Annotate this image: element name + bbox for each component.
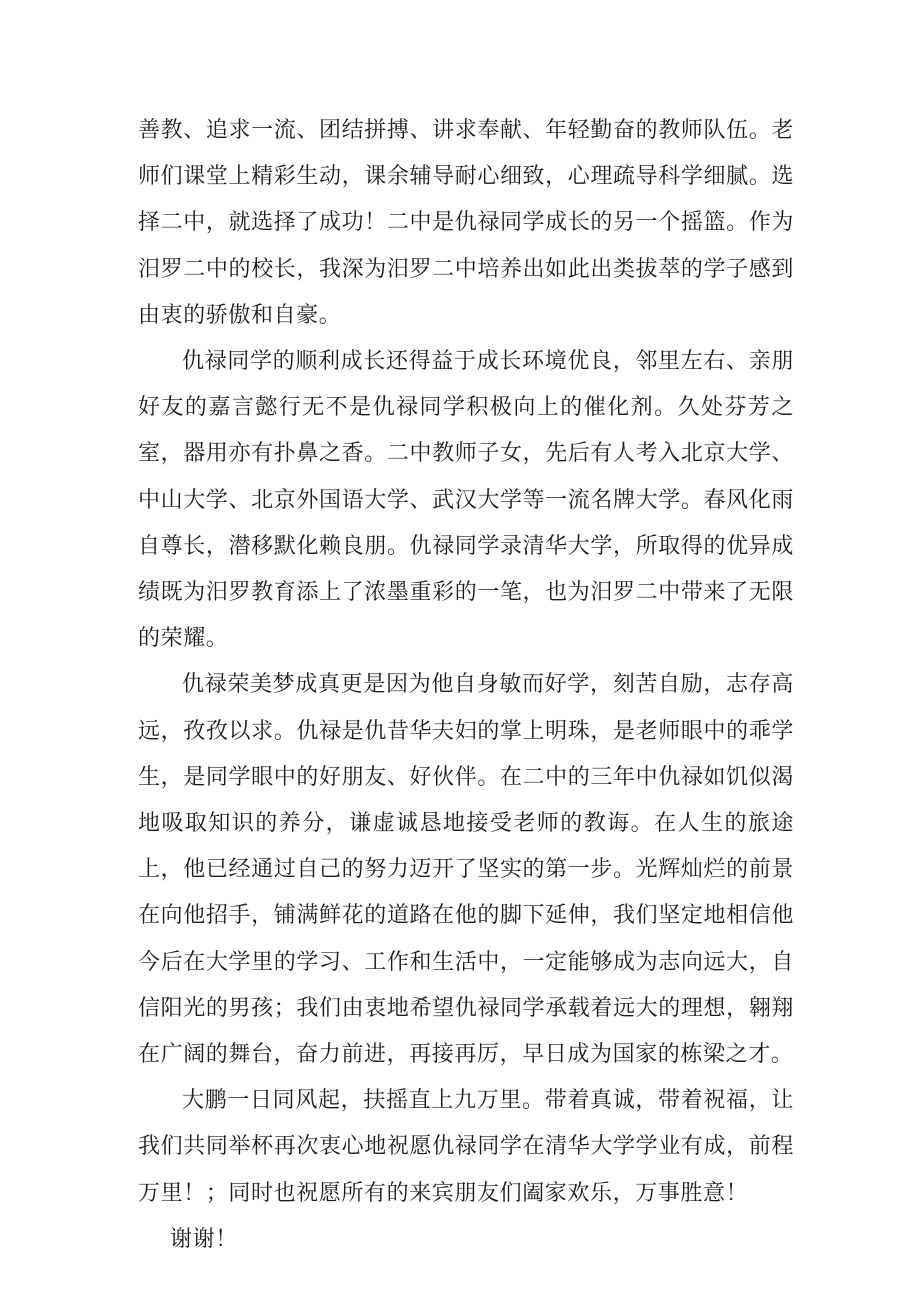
paragraph-growth-environment: 仇禄同学的顺利成长还得益于成长环境优良，邻里左右、亲朋好友的嘉言懿行无不是仇禄同学积极向上的催化剂。久处芬芳之室，器用亦有扑鼻之香。二中教师子女，先后有人考入北京大学、中山大学、北京外国语大学、武汉大学等一流名牌大学。春风化雨自尊长，潜移默化赖良朋。仇禄同学录清华大学，所取得的优异成绩既为汨罗教育添上了浓墨重彩的一笔，也为汨罗二中带来了无限的荣耀。 [138, 349, 794, 652]
closing-thanks: 谢谢！ [170, 1226, 238, 1252]
paragraph-continuation: 善教、追求一流、团结拼搏、讲求奉献、年轻勤奋的教师队伍。老师们课堂上精彩生动，课余辅导耐心细致，心理疏导科学细腻。选择二中，就选择了成功！二中是仇禄同学成长的另一个摇篮。作为汨罗二中的校长，我深为汨罗二中培养出如此出类拔萃的学子感到由衷的骄傲和自豪。 [138, 118, 794, 328]
paragraph-blessing: 大鹏一日同风起，扶摇直上九万里。带着真诚，带着祝福，让我们共同举杯再次衷心地祝愿仇禄同学在清华大学学业有成，前程万里！；同时也祝愿所有的来宾朋友们阖家欢乐，万事胜意！ [138, 1088, 794, 1206]
paragraph-personal-qualities: 仇禄荣美梦成真更是因为他自身敏而好学，刻苦自励，志存高远，孜孜以求。仇禄是仇昔华夫妇的掌上明珠，是老师眼中的乖学生，是同学眼中的好朋友、好伙伴。在二中的三年中仇禄如饥似渴地吸取知识的养分，谦虚诚恳地接受老师的教诲。在人生的旅途上，他已经通过自己的努力迈开了坚实的第一步。光辉灿烂的前景在向他招手，铺满鲜花的道路在他的脚下延伸，我们坚定地相信他今后在大学里的学习、工作和生活中，一定能够成为志向远大，自信阳光的男孩；我们由衷地希望仇禄同学承载着远大的理想，翱翔在广阔的舞台，奋力前进，再接再厉，早日成为国家的栋梁之才。 [138, 672, 794, 1068]
document-body [138, 108, 794, 1263]
